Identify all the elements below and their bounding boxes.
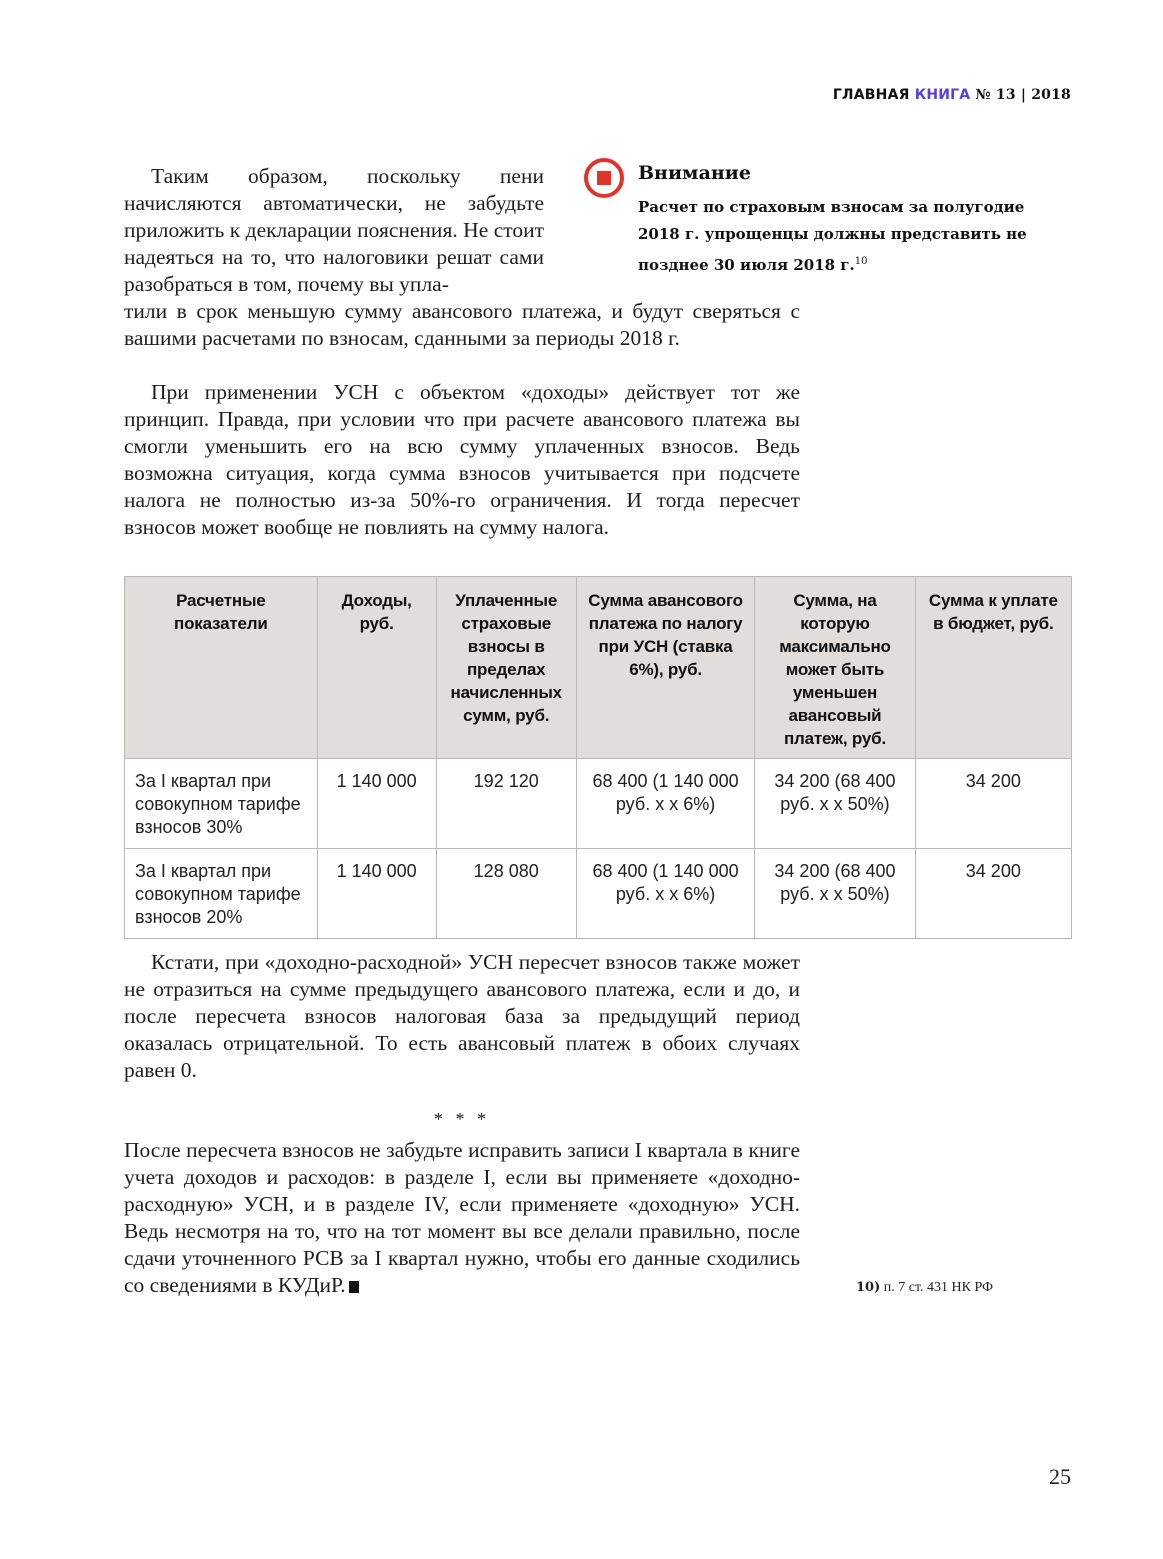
table-cell: 34 200 (68 400 руб. х х 50%) — [755, 849, 915, 939]
section-separator: * * * — [434, 1109, 490, 1129]
table-cell: 34 200 (68 400 руб. х х 50%) — [755, 759, 915, 849]
footnote-number: 10) — [856, 1280, 881, 1295]
table-cell: 1 140 000 — [317, 759, 436, 849]
column-header: Доходы, руб. — [317, 577, 436, 759]
column-header: Уплаченные страховые взносы в пределах начисленных сумм, руб. — [436, 577, 576, 759]
table-row — [125, 849, 1072, 939]
paragraph-3 — [124, 949, 800, 1084]
brand-name-part2: КНИГА — [914, 87, 971, 103]
paragraph-4 — [124, 1137, 800, 1299]
paragraph-2 — [124, 379, 800, 541]
column-header: Сумма авансового платежа по налогу при УСН (ставка 6%), руб. — [576, 577, 755, 759]
stop-square-in-circle-icon — [584, 158, 624, 198]
paragraph-text: При применении УСН с объектом «доходы» действует тот же принцип. Правда, при условии что при расчете авансового платежа вы смогли уменьшить его на всю сумму уплаченных взносов. Ведь возможна ситуация, когда сумма взносов учитывается при подсчете налога не полностью из-за 50%-го ограничения. И тогда пересчет взносов может вообще не повлиять на сумму налога. — [124, 380, 800, 539]
paragraph-text: Кстати, при «доходно-расходной» УСН пересчет взносов также может не отразиться на сумме предыдущего авансового платежа, если и до, и после пересчета взносов налоговая база за предыдущий период оказалась отрицательной. То есть авансовый платеж в обоих случаях равен 0. — [124, 950, 800, 1082]
paragraph-1-part-1 — [124, 163, 544, 298]
table-cell: 68 400 (1 140 000 руб. х х 6%) — [576, 759, 755, 849]
attention-body-text: Расчет по страховым взносам за полугодие 2018 г. упрощенцы должны представить не позднее 30 июля 2018 г. — [638, 198, 1027, 274]
table-cell: 34 200 — [915, 759, 1071, 849]
page-number: 25 — [1049, 1464, 1071, 1489]
table-cell: За I квартал при совокупном тарифе взносов 20% — [125, 849, 318, 939]
table-cell: 1 140 000 — [317, 849, 436, 939]
table-row — [125, 759, 1072, 849]
attention-body — [638, 194, 1038, 279]
footnote-text: п. 7 ст. 431 НК РФ — [883, 1280, 994, 1295]
column-header: Расчетные показатели — [125, 577, 318, 759]
table-cell: 128 080 — [436, 849, 576, 939]
calculation-table — [124, 576, 1072, 939]
issue-number: № 13 | 2018 — [975, 87, 1071, 103]
magazine-header — [833, 87, 1071, 103]
brand-name-part1: ГЛАВНАЯ — [832, 87, 910, 103]
paragraph-text: Таким образом, поскольку пени начисляются автоматически, не забудьте приложить к декларации пояснения. Не стоит надеяться на то, что налоговики решат сами разобраться в том, почему вы упла- — [124, 164, 544, 296]
attention-title: Внимание — [638, 162, 751, 184]
table-cell: 34 200 — [915, 849, 1071, 939]
table-cell: 192 120 — [436, 759, 576, 849]
column-header: Сумма к уплате в бюджет, руб. — [915, 577, 1071, 759]
footnote — [856, 1280, 993, 1296]
table-cell: За I квартал при совокупном тарифе взносов 30% — [125, 759, 318, 849]
end-of-article-mark-icon — [349, 1281, 359, 1293]
footnote-ref[interactable]: 10 — [854, 256, 868, 267]
column-header: Сумма, на которую максимально может быть уменьшен авансовый платеж, руб. — [755, 577, 915, 759]
table-header-row — [125, 577, 1072, 759]
paragraph-1-part-2: тили в срок меньшую сумму авансового платежа, и будут сверяться с вашими расчетами по взносам, сданными за периоды 2018 г. — [124, 299, 800, 350]
paragraph-text: После пересчета взносов не забудьте исправить записи I квартала в книге учета доходов и расходов: в разделе I, если вы применяете «доходно-расходную» УСН, и в разделе IV, если применяете «доходную» УСН. Ведь несмотря на то, что на тот момент вы все делали правильно, после сдачи уточненного РСВ за I квартал нужно, чтобы его данные сходились со сведениями в КУДиР. — [124, 1138, 800, 1297]
table-cell: 68 400 (1 140 000 руб. х х 6%) — [576, 849, 755, 939]
